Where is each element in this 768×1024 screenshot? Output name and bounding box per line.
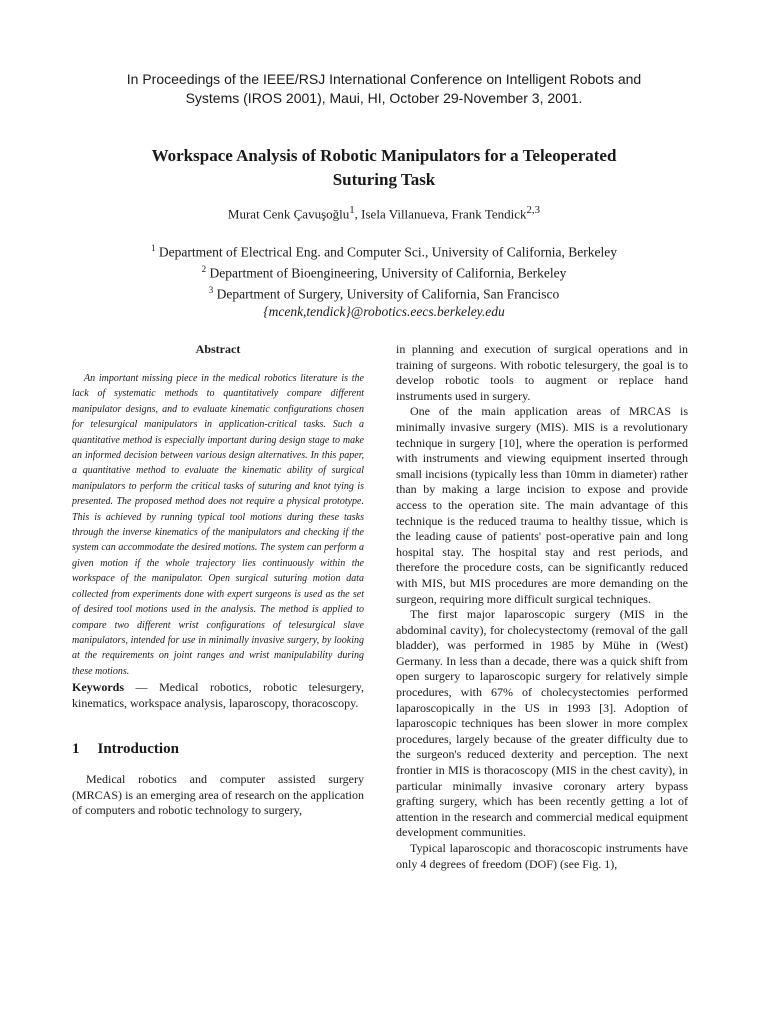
contact-email[interactable]: {mcenk,tendick}@robotics.eecs.berkeley.edu	[263, 304, 505, 319]
right-column	[396, 342, 688, 872]
affiliations	[60, 240, 708, 321]
intro-paragraph-2: One of the main application areas of MRCAS is minimally invasive surgery (MIS). MIS is a revolutionary technique in surgery [10], where the operation is performed with instruments and viewing equipment inserted through small incisions (typically less than 10mm in diameter) rather than by making a large incision to expose and provide access to the operation site. The main advantage of this technique is the reduced trauma to healthy tissue, which is the leading cause of patients' post-operative pain and long hospital stay. The hospital stay and rest periods, and therefore the procedure costs, can be significantly reduced with MIS, but MIS procedures are more demanding on the surgeon, requiring more difficult surgical techniques.	[396, 404, 688, 606]
section-title: Introduction	[97, 741, 179, 758]
keywords	[72, 679, 364, 711]
left-column	[72, 342, 364, 819]
author-3-affil: 2,3	[526, 204, 541, 216]
conference-note-line1: In Proceedings of the IEEE/RSJ International Conference on Intelligent Robots and	[126, 71, 642, 87]
paper-title-line2: Suturing Task	[332, 170, 436, 189]
keywords-label: Keywords	[72, 680, 124, 695]
paper-title-line1: Workspace Analysis of Robotic Manipulators for a Teleoperated	[151, 146, 617, 165]
affiliation-3: $^3$ Department of Surgery, University of California, San Francisco	[208, 285, 560, 302]
affiliation-2: $^2$ Department of Bioengineering, University of California, Berkeley	[201, 264, 567, 281]
conference-note	[60, 70, 708, 108]
keywords-text: — Medical robotics, robotic telesurgery, kinematics, workspace analysis, laparoscopy, thoracoscopy.	[72, 680, 364, 711]
intro-paragraph-1-cont: in planning and execution of surgical operations and in training of surgeons. With robotic telesurgery, the goal is to develop robotic tools to augment or replace hand instruments used in surgery.	[396, 342, 688, 403]
abstract-text: An important missing piece in the medical robotics literature is the lack of systematic methods to quantitatively compare different manipulator designs, and to evaluate kinematic configurations chosen for telesurgical manipulators in application-critical tasks. Such a quantitative method is especially important during design stage to make an informed decision between various design alternatives. In this paper, a quantitative method to evaluate the kinematic ability of surgical manipulators to perform the critical tasks of suturing and knot tying is presented. The proposed method does not require a physical prototype. This is achieved by running typical tool motions during these tasks through the inverse kinematics of the manipulators and checking if the system can accommodate the desired motions. The system can perform a given motion if the whole trajectory lies continuously within the workspace of the manipulator. Open surgical suturing motion data collected from experiments done with expert surgeons is used as the set of desired tool motions used in the analysis. The method is applied to compare two different wrist configurations of telesurgical slave manipulators, intended for use in minimally invasive surgery, by looking at the requirements on joint ranges and wrist manipulability during these motions.	[72, 373, 364, 677]
author-list	[60, 204, 708, 222]
paper-title	[60, 144, 708, 192]
author-1-affil: 1	[349, 204, 355, 216]
intro-paragraph-1: Medical robotics and computer assisted surgery (MRCAS) is an emerging area of research on the application of computers and robotic technology to surgery,	[72, 772, 364, 818]
conference-note-line2: Systems (IROS 2001), Maui, HI, October 29-November 3, 2001.	[185, 90, 583, 106]
intro-paragraph-3: The first major laparoscopic surgery (MIS in the abdominal cavity), for cholecystectomy (removal of the gall bladder), was performed in 1985 by Mühe in (West) Germany. In less than a decade, there was a quick shift from open surgery to laparoscopic surgery for relatively simple procedures, with 67% of cholecystectomies performed laparoscopically in the US in 1993 [3]. Adoption of laparoscopic techniques has been slower in more complex procedures, largely because of the greater difficulty due to the surgeon's reduced dexterity and perception. The next frontier in MIS is thoracoscopy (MIS in the chest cavity), in particular minimally invasive coronary artery bypass grafting surgery, which has been recently getting a lot of attention in the research and commercial medical equipment development communities.	[396, 607, 688, 840]
section-number: 1	[72, 741, 80, 758]
affiliation-1: $^1$ Department of Electrical Eng. and Computer Sci., University of California, Berkeley	[151, 243, 617, 260]
author-2-3: , Isela Villanueva, Frank Tendick	[354, 206, 527, 222]
author-1: Murat Cenk Çavuşoğlu	[227, 206, 350, 222]
abstract-heading: Abstract	[195, 342, 241, 356]
intro-paragraph-4: Typical laparoscopic and thoracoscopic instruments have only 4 degrees of freedom (DOF) (see Fig. 1),	[396, 841, 688, 871]
section-heading-introduction	[72, 741, 364, 758]
